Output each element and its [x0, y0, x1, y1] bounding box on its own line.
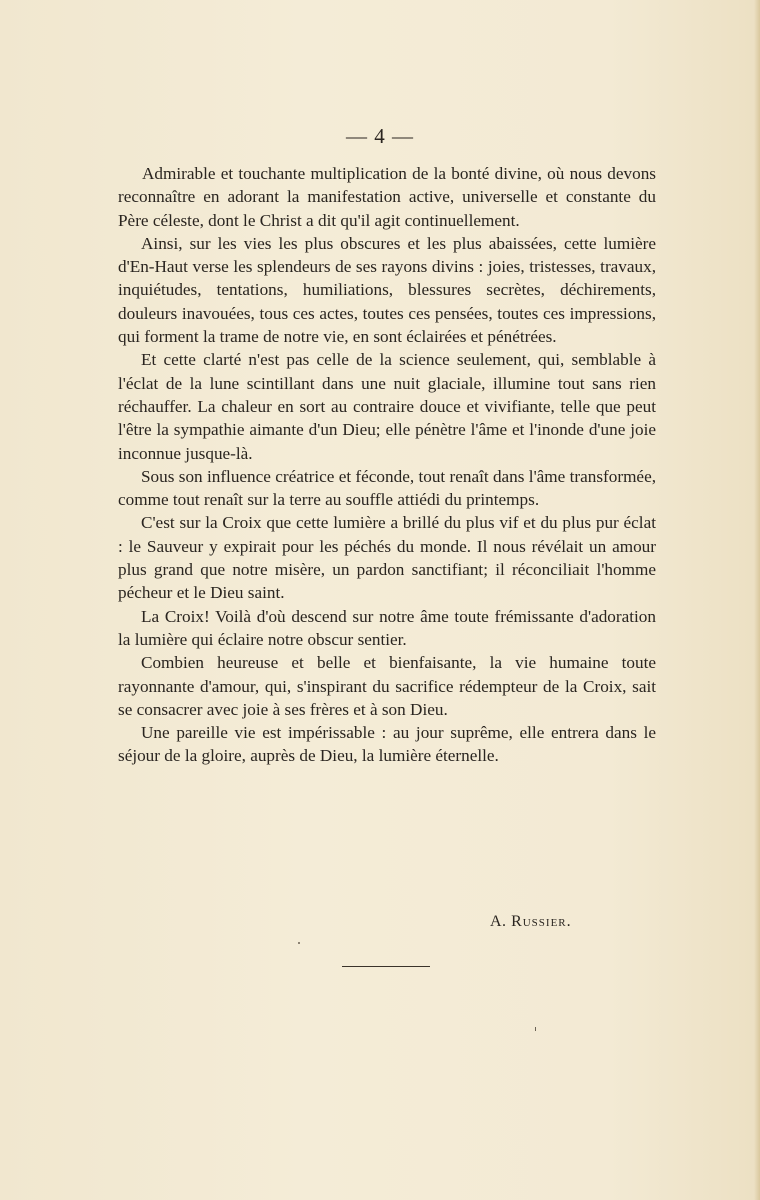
closing-rule: [342, 966, 430, 967]
body-text: [118, 162, 656, 768]
paragraph: Admirable et touchante multiplication de la bonté divine, où nous devons reconnaître en adorant la manifestation active, universelle et constante du Père céleste, dont le Christ a dit qu'il agit continuellement.: [118, 164, 656, 230]
author-surname: Russier.: [511, 913, 572, 930]
author-initial: A.: [490, 913, 507, 930]
paragraph: Ainsi, sur les vies les plus obscures et les plus abaissées, cette lumière d'En-Haut verse les splendeurs de ses rayons divins : joies, tristesses, travaux, inquiétudes, tentations, humiliations, blessures secrètes, déchirements, douleurs inavouées, tous ces actes, toutes ces pensées, toutes ces impressions, qui forment la trame de notre vie, en sont éclairées et pénétrées.: [118, 233, 656, 347]
paper-speck: [298, 942, 300, 944]
page-edge-shadow: [754, 0, 760, 1200]
paragraph: Et cette clarté n'est pas celle de la science seulement, qui, semblable à l'éclat de la lune scintillant dans une nuit glaciale, illumine tout sans rien réchauffer. La chaleur en sort au contraire douce et vivifiante, telle que peut l'être la sympathie aimante d'un Dieu; elle pénètre l'âme et l'inonde d'une joie inconnue jusque-là.: [118, 350, 656, 463]
paragraph: Sous son influence créatrice et féconde, tout renaît dans l'âme transformée, comme tout renaît sur la terre au souffle attiédi du printemps.: [118, 466, 656, 510]
paragraph: Une pareille vie est impérissable : au jour suprême, elle entrera dans le séjour de la gloire, auprès de Dieu, la lumière éternelle.: [118, 723, 656, 766]
author-signature: [490, 913, 572, 931]
paragraph: C'est sur la Croix que cette lumière a brillé du plus vif et du plus pur éclat : le Sauveur y expirait pour les péchés du monde. Il nous révélait un amour plus grand que notre misère, un pardon sanctifiant; il réconciliait l'homme pécheur et le Dieu saint.: [118, 513, 656, 603]
page-number: — 4 —: [346, 124, 414, 148]
paragraph: Combien heureuse et belle et bienfaisante, la vie humaine toute rayonnante d'amour, qui, s'inspirant du sacrifice rédempteur de la Croix, sait se consacrer avec joie à ses frères et à son Dieu.: [118, 653, 656, 719]
paragraph: La Croix! Voilà d'où descend sur notre âme toute frémissante d'adoration la lumière qui éclaire notre obscur sentier.: [118, 606, 656, 649]
paper-speck: [535, 1027, 536, 1031]
